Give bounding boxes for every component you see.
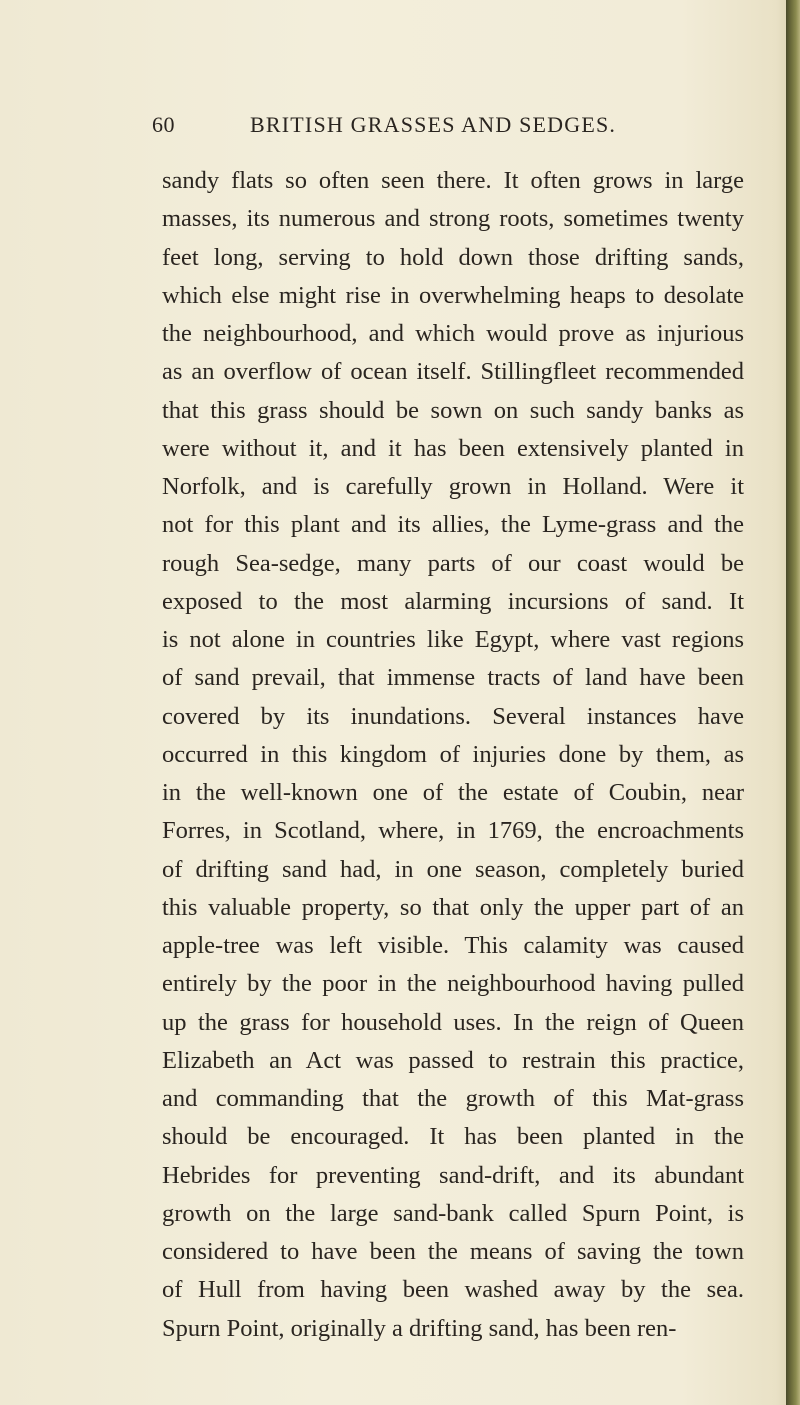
text-line: Hebrides for preventing sand-drift, and its abundant	[162, 1161, 744, 1189]
text-line: rough Sea-sedge, many parts of our coast would be	[162, 549, 744, 577]
text-line: that this grass should be sown on such sandy banks as	[162, 396, 744, 424]
text-line: exposed to the most alarming incursions of sand. It	[162, 587, 744, 615]
text-line: Forres, in Scotland, where, in 1769, the encroachments	[162, 817, 744, 845]
text-line: sandy flats so often seen there. It often grows in large	[162, 167, 744, 194]
text-line: considered to have been the means of saving the town	[162, 1238, 744, 1265]
text-line: this valuable property, so that only the upper part of an	[162, 893, 744, 921]
text-line: Elizabeth an Act was passed to restrain this practice,	[162, 1046, 744, 1074]
text-line: which else might rise in overwhelming heaps to desolate	[162, 281, 744, 309]
text-line: entirely by the poor in the neighbourhood having pulled	[162, 970, 744, 998]
text-line: apple-tree was left visible. This calamity was caused	[162, 932, 744, 959]
text-line: up the grass for household uses. In the reign of Queen	[162, 1008, 744, 1036]
text-line: the neighbourhood, and which would prove as injurious	[162, 320, 744, 347]
text-line: of drifting sand had, in one season, completely buried	[162, 855, 744, 883]
text-line: and commanding that the growth of this Mat-grass	[162, 1085, 744, 1112]
text-line: occurred in this kingdom of injuries done by them, as	[162, 740, 744, 768]
text-line: Spurn Point, originally a drifting sand, has been ren-	[162, 1314, 677, 1342]
text-line: of Hull from having been washed away by the sea.	[162, 1276, 744, 1304]
text-line: covered by its inundations. Several instances have	[162, 702, 744, 730]
text-line: should be encouraged. It has been planted in the	[162, 1123, 744, 1151]
page-number: 60	[152, 112, 175, 137]
text-line: of sand prevail, that immense tracts of land have been	[162, 664, 744, 692]
text-line: Norfolk, and is carefully grown in Holland. Were it	[162, 473, 744, 500]
page-edge-shadow	[786, 0, 800, 1405]
text-line: masses, its numerous and strong roots, sometimes twenty	[162, 205, 744, 233]
text-line: were without it, and it has been extensively planted in	[162, 434, 744, 462]
page-header	[152, 112, 752, 144]
running-title: BRITISH GRASSES AND SEDGES.	[250, 112, 617, 137]
text-line: as an overflow of ocean itself. Stillingfleet recommended	[162, 358, 744, 386]
text-line: feet long, serving to hold down those drifting sands,	[162, 243, 744, 271]
text-line: in the well-known one of the estate of Coubin, near	[162, 779, 744, 806]
text-line: growth on the large sand-bank called Spurn Point, is	[162, 1199, 744, 1227]
text-line: not for this plant and its allies, the Lyme-grass and the	[162, 511, 744, 539]
text-line: is not alone in countries like Egypt, where vast regions	[162, 626, 744, 653]
body-text	[162, 162, 744, 1348]
